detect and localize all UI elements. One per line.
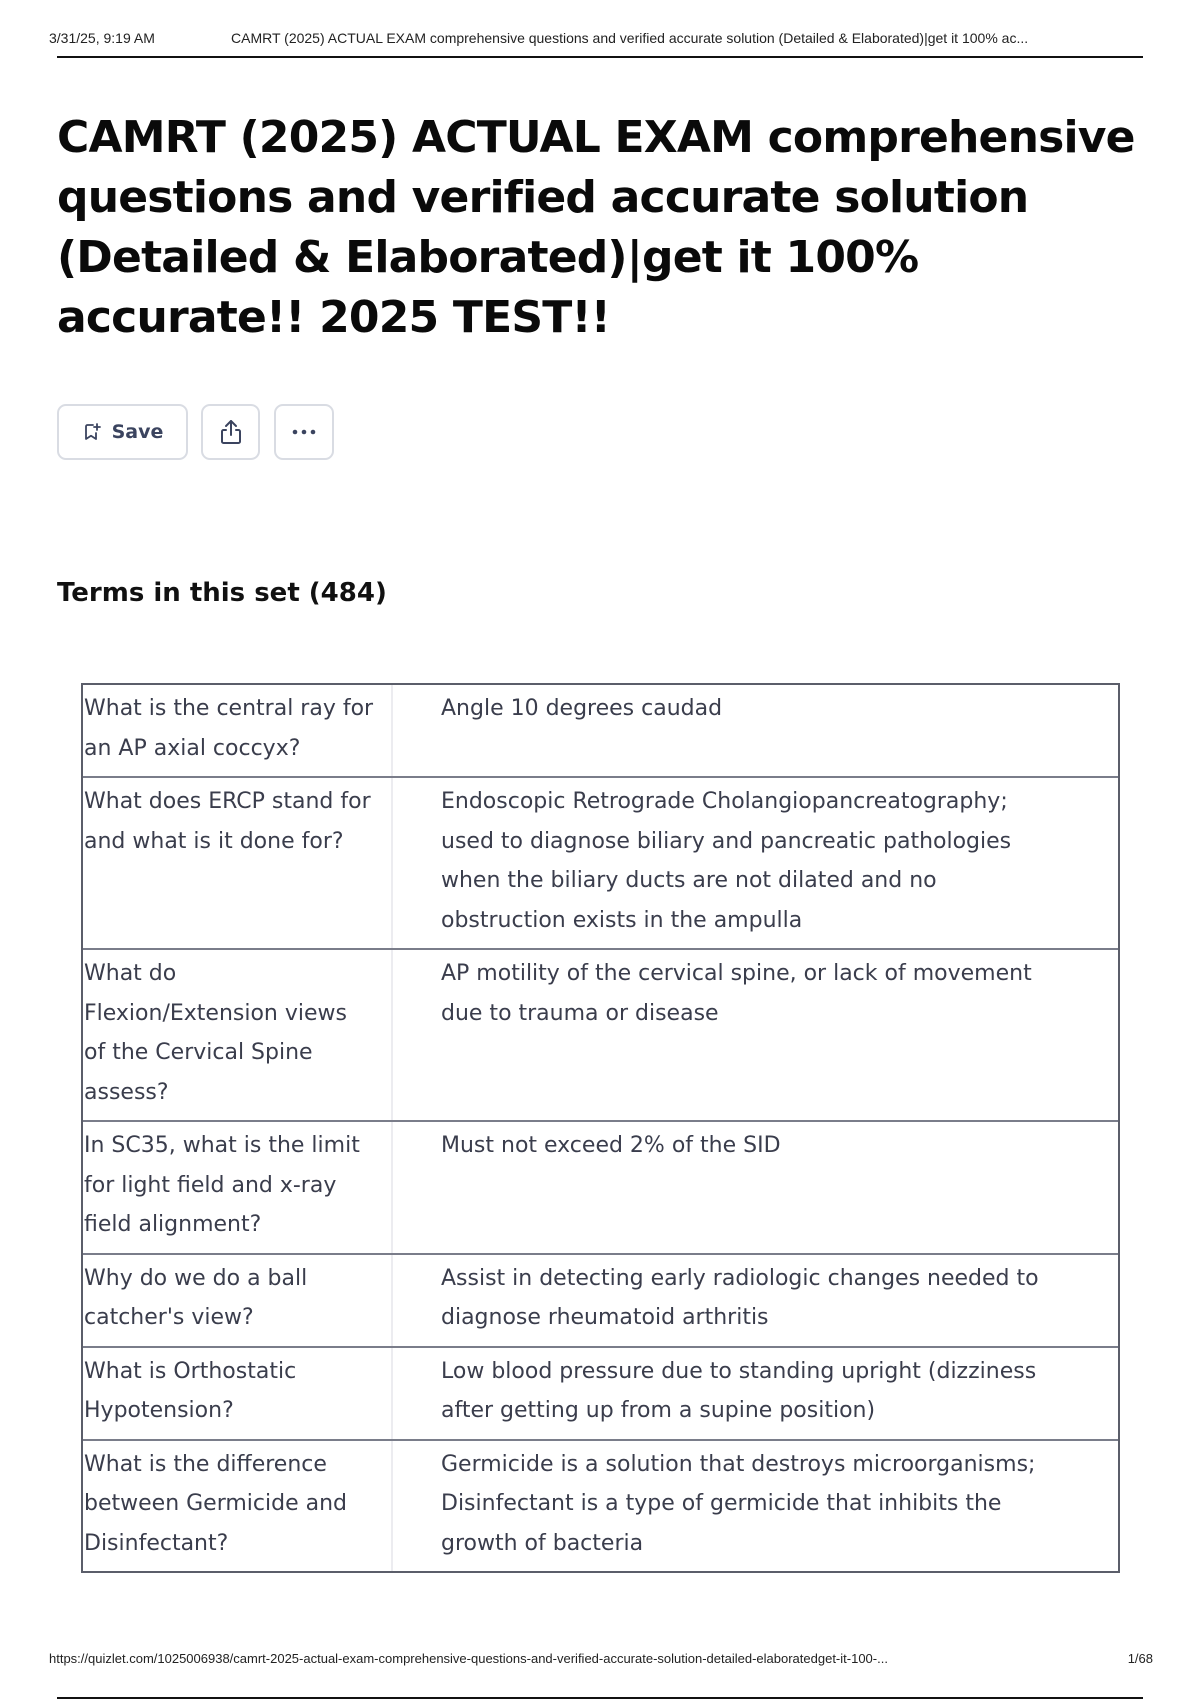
term-text: What is the central ray for an AP axial coccyx? (83, 685, 393, 776)
definition-text: Low blood pressure due to standing upright (dizziness after getting up from a supine position) (441, 1358, 1037, 1423)
term-row (83, 950, 1118, 1122)
term-text: What does ERCP stand for and what is it done for? (83, 778, 393, 948)
print-header (49, 28, 1149, 50)
print-datetime: 3/31/25, 9:19 AM (49, 30, 155, 46)
page-url: https://quizlet.com/1025006938/camrt-2025-actual-exam-comprehensive-questions-and-verified-accurate-solution-detailed-elaboratedget-it-100-... (49, 1651, 888, 1666)
term-row (83, 685, 1118, 778)
bookmark-add-icon (82, 422, 102, 442)
definition-text: AP motility of the cervical spine, or lack of movement due to trauma or disease (441, 961, 1032, 1026)
share-button[interactable] (201, 404, 260, 460)
save-button-label: Save (111, 421, 164, 443)
footer-divider (57, 1697, 1143, 1699)
term-row (83, 1348, 1118, 1441)
more-options-button[interactable] (274, 404, 334, 460)
save-button[interactable] (57, 404, 188, 460)
print-footer (49, 1651, 1153, 1673)
page-title: CAMRT (2025) ACTUAL EXAM comprehensive questions and verified accurate solution (Detailed & Elaborated)|get it 100% accurate!! 2025 TEST!! (57, 112, 1135, 343)
term-text: What do Flexion/Extension views of the Cervical Spine assess? (83, 950, 393, 1120)
more-horizontal-icon (291, 429, 317, 435)
term-row (83, 1255, 1118, 1348)
definition-text: Must not exceed 2% of the SID (441, 1133, 781, 1158)
term-text: In SC35, what is the limit for light field and x-ray field alignment? (83, 1122, 393, 1253)
share-icon (218, 418, 244, 446)
term-text: Why do we do a ball catcher's view? (83, 1255, 393, 1346)
print-doc-title: CAMRT (2025) ACTUAL EXAM comprehensive questions and verified accurate solution (Detailed & Elaborated)|get it 100% ac... (231, 30, 1029, 46)
definition-text: Angle 10 degrees caudad (441, 696, 723, 721)
definition-text: Endoscopic Retrograde Cholangiopancreatography; used to diagnose biliary and pancreatic pathologies when the biliary ducts are not dilated and no obstruction exists in the ampulla (441, 789, 1012, 933)
terms-table (81, 683, 1120, 1573)
term-row (83, 1441, 1118, 1572)
term-text: What is Orthostatic Hypotension? (83, 1348, 393, 1439)
definition-text: Germicide is a solution that destroys microorganisms; Disinfectant is a type of germicide that inhibits the growth of bacteria (441, 1451, 1036, 1556)
definition-text: Assist in detecting early radiologic changes needed to diagnose rheumatoid arthritis (441, 1265, 1039, 1330)
page-number: 1/68 (1127, 1651, 1153, 1666)
term-row (83, 1122, 1118, 1255)
term-row (83, 778, 1118, 950)
header-divider (57, 56, 1143, 58)
terms-heading: Terms in this set (484) (57, 578, 387, 608)
term-text: What is the difference between Germicide and Disinfectant? (83, 1441, 393, 1572)
